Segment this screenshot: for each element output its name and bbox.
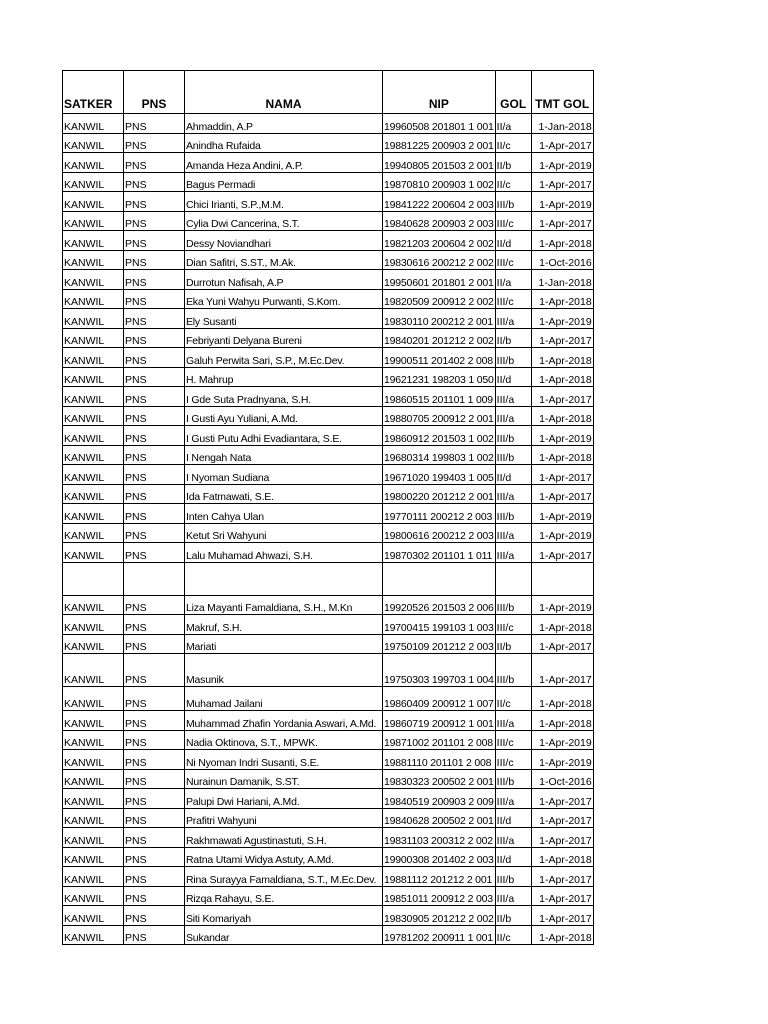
cell-satker: KANWIL	[63, 445, 124, 465]
table-row	[63, 114, 594, 134]
table-row	[63, 465, 594, 485]
cell-gol: III/b	[495, 192, 531, 212]
cell-tmt-gol: 1-Apr-2019	[531, 153, 593, 173]
cell-nama: Nurainun Damanik, S.ST.	[185, 769, 383, 789]
cell-gol: III/c	[495, 289, 531, 309]
cell-nip: 19830616 200212 2 002	[383, 250, 496, 270]
cell-pns: PNS	[124, 867, 185, 887]
cell-gol: III/a	[495, 886, 531, 906]
cell-gol: II/d	[495, 808, 531, 828]
cell-satker: KANWIL	[63, 484, 124, 504]
cell-gol: II/d	[495, 847, 531, 867]
cell-pns: PNS	[124, 634, 185, 654]
header-pns: PNS	[124, 71, 185, 114]
cell-gol: II/d	[495, 367, 531, 387]
cell-gol: III/a	[495, 484, 531, 504]
cell-satker: KANWIL	[63, 769, 124, 789]
cell-nip: 19881112 201212 2 001	[383, 867, 496, 887]
cell-satker: KANWIL	[63, 867, 124, 887]
header-gol: GOL	[495, 71, 531, 114]
cell-pns: PNS	[124, 789, 185, 809]
cell-pns: PNS	[124, 750, 185, 770]
cell-tmt-gol: 1-Apr-2017	[531, 133, 593, 153]
cell-nama: Cylia Dwi Cancerina, S.T.	[185, 211, 383, 231]
cell-tmt-gol: 1-Apr-2019	[531, 426, 593, 446]
cell-gol: II/c	[495, 133, 531, 153]
cell-satker: KANWIL	[63, 465, 124, 485]
cell-nama: Makruf, S.H.	[185, 615, 383, 635]
cell-tmt-gol: 1-Apr-2018	[531, 615, 593, 635]
cell-gol: III/b	[495, 654, 531, 687]
cell-nama: Masunik	[185, 654, 383, 687]
cell-nip: 19860409 200912 1 007	[383, 687, 496, 711]
header-row	[63, 71, 594, 114]
cell-satker: KANWIL	[63, 828, 124, 848]
table-row	[63, 886, 594, 906]
cell-tmt-gol: 1-Apr-2018	[531, 847, 593, 867]
cell-gol: II/b	[495, 153, 531, 173]
cell-tmt-gol: 1-Apr-2019	[531, 523, 593, 543]
cell-nip: 19860912 201503 1 002	[383, 426, 496, 446]
cell-nama: Chici Irianti, S.P.,M.M.	[185, 192, 383, 212]
cell-satker: KANWIL	[63, 750, 124, 770]
cell-gol: II/c	[495, 172, 531, 192]
cell-nama: Amanda Heza Andini, A.P.	[185, 153, 383, 173]
cell-tmt-gol: 1-Apr-2017	[531, 789, 593, 809]
cell-gol: II/d	[495, 465, 531, 485]
cell-nama	[185, 562, 383, 595]
cell-satker: KANWIL	[63, 523, 124, 543]
cell-tmt-gol: 1-Apr-2019	[531, 595, 593, 615]
cell-gol: III/b	[495, 595, 531, 615]
cell-satker: KANWIL	[63, 328, 124, 348]
cell-satker: KANWIL	[63, 504, 124, 524]
cell-pns: PNS	[124, 309, 185, 329]
cell-tmt-gol: 1-Apr-2018	[531, 445, 593, 465]
cell-nama: Dessy Noviandhari	[185, 231, 383, 251]
cell-pns: PNS	[124, 348, 185, 368]
cell-pns: PNS	[124, 886, 185, 906]
cell-nama: Rakhmawati Agustinastuti, S.H.	[185, 828, 383, 848]
cell-tmt-gol: 1-Apr-2018	[531, 231, 593, 251]
cell-tmt-gol: 1-Apr-2019	[531, 309, 593, 329]
cell-satker: KANWIL	[63, 426, 124, 446]
cell-gol: II/b	[495, 906, 531, 926]
cell-nama: Palupi Dwi Hariani, A.Md.	[185, 789, 383, 809]
cell-tmt-gol: 1-Oct-2016	[531, 769, 593, 789]
cell-nip: 19770111 200212 2 003	[383, 504, 496, 524]
cell-gol: III/a	[495, 523, 531, 543]
cell-nip: 19940805 201503 2 001	[383, 153, 496, 173]
cell-nip: 19820509 200912 2 002	[383, 289, 496, 309]
cell-nama: Rizqa Rahayu, S.E.	[185, 886, 383, 906]
cell-nama: Siti Komariyah	[185, 906, 383, 926]
cell-satker	[63, 562, 124, 595]
cell-tmt-gol: 1-Apr-2017	[531, 543, 593, 563]
cell-nama: I Nengah Nata	[185, 445, 383, 465]
table-row	[63, 328, 594, 348]
cell-gol: II/a	[495, 270, 531, 290]
cell-nip: 19840201 201212 2 002	[383, 328, 496, 348]
table-row	[63, 523, 594, 543]
cell-pns: PNS	[124, 445, 185, 465]
cell-nama: Bagus Permadi	[185, 172, 383, 192]
cell-tmt-gol: 1-Apr-2017	[531, 328, 593, 348]
table-row	[63, 348, 594, 368]
cell-pns	[124, 562, 185, 595]
cell-nip: 19821203 200604 2 002	[383, 231, 496, 251]
cell-nama: I Gde Suta Pradnyana, S.H.	[185, 387, 383, 407]
table-row	[63, 654, 594, 687]
cell-nip: 19621231 198203 1 050	[383, 367, 496, 387]
header-tmt-gol: TMT GOL	[531, 71, 593, 114]
cell-tmt-gol: 1-Apr-2018	[531, 348, 593, 368]
cell-satker: KANWIL	[63, 133, 124, 153]
cell-tmt-gol: 1-Apr-2017	[531, 654, 593, 687]
table-row	[63, 595, 594, 615]
cell-pns: PNS	[124, 211, 185, 231]
cell-nama: Muhamad Jailani	[185, 687, 383, 711]
table-row	[63, 250, 594, 270]
cell-nama: Durrotun Nafisah, A.P	[185, 270, 383, 290]
cell-nama: I Nyoman Sudiana	[185, 465, 383, 485]
cell-gol	[495, 562, 531, 595]
cell-satker: KANWIL	[63, 543, 124, 563]
cell-satker: KANWIL	[63, 711, 124, 731]
cell-pns: PNS	[124, 595, 185, 615]
cell-gol: II/b	[495, 328, 531, 348]
cell-nama: Rina Surayya Famaldiana, S.T., M.Ec.Dev.	[185, 867, 383, 887]
cell-satker: KANWIL	[63, 925, 124, 945]
cell-pns: PNS	[124, 484, 185, 504]
cell-gol: III/a	[495, 789, 531, 809]
cell-nama: H. Mahrup	[185, 367, 383, 387]
table-row	[63, 445, 594, 465]
cell-pns: PNS	[124, 523, 185, 543]
cell-nama: Anindha Rufaida	[185, 133, 383, 153]
cell-nip: 19831103 200312 2 002	[383, 828, 496, 848]
cell-tmt-gol: 1-Apr-2017	[531, 867, 593, 887]
cell-satker: KANWIL	[63, 153, 124, 173]
cell-satker: KANWIL	[63, 789, 124, 809]
cell-satker: KANWIL	[63, 250, 124, 270]
table-row	[63, 847, 594, 867]
cell-nip: 19830905 201212 2 002	[383, 906, 496, 926]
cell-tmt-gol: 1-Apr-2017	[531, 387, 593, 407]
cell-tmt-gol: 1-Apr-2017	[531, 808, 593, 828]
cell-nama: Sukandar	[185, 925, 383, 945]
cell-pns: PNS	[124, 769, 185, 789]
cell-tmt-gol: 1-Apr-2018	[531, 711, 593, 731]
cell-gol: III/b	[495, 348, 531, 368]
table-row	[63, 504, 594, 524]
cell-gol: II/a	[495, 114, 531, 134]
cell-gol: II/b	[495, 634, 531, 654]
cell-satker: KANWIL	[63, 348, 124, 368]
employee-table	[62, 70, 594, 945]
cell-pns: PNS	[124, 847, 185, 867]
cell-pns: PNS	[124, 426, 185, 446]
cell-pns: PNS	[124, 465, 185, 485]
cell-pns: PNS	[124, 328, 185, 348]
cell-nip: 19800616 200212 2 003	[383, 523, 496, 543]
cell-pns: PNS	[124, 808, 185, 828]
cell-pns: PNS	[124, 367, 185, 387]
cell-tmt-gol: 1-Apr-2019	[531, 750, 593, 770]
table-row	[63, 750, 594, 770]
cell-nama: Galuh Perwita Sari, S.P., M.Ec.Dev.	[185, 348, 383, 368]
cell-satker: KANWIL	[63, 270, 124, 290]
table-body	[63, 114, 594, 945]
cell-gol: III/a	[495, 711, 531, 731]
cell-gol: III/c	[495, 250, 531, 270]
cell-pns: PNS	[124, 687, 185, 711]
cell-tmt-gol: 1-Apr-2018	[531, 289, 593, 309]
table-row	[63, 231, 594, 251]
cell-pns: PNS	[124, 133, 185, 153]
cell-pns: PNS	[124, 114, 185, 134]
cell-satker: KANWIL	[63, 289, 124, 309]
cell-nip: 19840628 200903 2 003	[383, 211, 496, 231]
cell-gol: II/d	[495, 231, 531, 251]
cell-nip: 19960508 201801 1 001	[383, 114, 496, 134]
cell-pns: PNS	[124, 387, 185, 407]
cell-nip: 19841222 200604 2 003	[383, 192, 496, 212]
cell-satker: KANWIL	[63, 847, 124, 867]
table-row	[63, 270, 594, 290]
table-row	[63, 133, 594, 153]
cell-nama: I Gusti Ayu Yuliani, A.Md.	[185, 406, 383, 426]
cell-nip: 19870810 200903 1 002	[383, 172, 496, 192]
table-row	[63, 808, 594, 828]
header-nama: NAMA	[185, 71, 383, 114]
cell-tmt-gol: 1-Jan-2018	[531, 114, 593, 134]
cell-satker: KANWIL	[63, 192, 124, 212]
cell-tmt-gol: 1-Apr-2017	[531, 484, 593, 504]
cell-gol: III/a	[495, 543, 531, 563]
cell-nama: Muhammad Zhafin Yordania Aswari, A.Md.	[185, 711, 383, 731]
table-row	[63, 769, 594, 789]
cell-nip: 19671020 199403 1 005	[383, 465, 496, 485]
cell-pns: PNS	[124, 504, 185, 524]
table-row	[63, 562, 594, 595]
cell-satker: KANWIL	[63, 406, 124, 426]
cell-gol: III/b	[495, 867, 531, 887]
cell-nip: 19800220 201212 2 001	[383, 484, 496, 504]
cell-pns: PNS	[124, 192, 185, 212]
cell-nama: Ida Fatmawati, S.E.	[185, 484, 383, 504]
cell-tmt-gol: 1-Apr-2017	[531, 828, 593, 848]
table-row	[63, 711, 594, 731]
table-row	[63, 615, 594, 635]
table-row	[63, 426, 594, 446]
cell-tmt-gol: 1-Apr-2019	[531, 730, 593, 750]
cell-nip: 19700415 199103 1 003	[383, 615, 496, 635]
cell-nama: Ahmaddin, A.P	[185, 114, 383, 134]
table-row	[63, 387, 594, 407]
cell-satker: KANWIL	[63, 906, 124, 926]
header-satker: SATKER	[63, 71, 124, 114]
cell-satker: KANWIL	[63, 211, 124, 231]
table-row	[63, 153, 594, 173]
cell-gol: III/a	[495, 406, 531, 426]
cell-tmt-gol: 1-Jan-2018	[531, 270, 593, 290]
cell-pns: PNS	[124, 711, 185, 731]
cell-satker: KANWIL	[63, 172, 124, 192]
table-row	[63, 828, 594, 848]
table-row	[63, 406, 594, 426]
cell-pns: PNS	[124, 615, 185, 635]
cell-tmt-gol: 1-Apr-2017	[531, 211, 593, 231]
cell-gol: III/b	[495, 769, 531, 789]
cell-tmt-gol: 1-Apr-2018	[531, 687, 593, 711]
cell-nip: 19870302 201101 1 011	[383, 543, 496, 563]
cell-gol: III/a	[495, 828, 531, 848]
cell-satker: KANWIL	[63, 367, 124, 387]
cell-nip: 19900511 201402 2 008	[383, 348, 496, 368]
cell-nip: 19881225 200903 2 001	[383, 133, 496, 153]
cell-satker: KANWIL	[63, 730, 124, 750]
cell-pns: PNS	[124, 172, 185, 192]
cell-nama: Eka Yuni Wahyu Purwanti, S.Kom.	[185, 289, 383, 309]
cell-nip: 19781202 200911 1 001	[383, 925, 496, 945]
cell-satker: KANWIL	[63, 808, 124, 828]
cell-satker: KANWIL	[63, 886, 124, 906]
table-row	[63, 289, 594, 309]
cell-nip: 19860719 200912 1 001	[383, 711, 496, 731]
cell-nama: I Gusti Putu Adhi Evadiantara, S.E.	[185, 426, 383, 446]
table-row	[63, 634, 594, 654]
cell-gol: III/a	[495, 309, 531, 329]
cell-nip: 19851011 200912 2 003	[383, 886, 496, 906]
cell-pns: PNS	[124, 231, 185, 251]
cell-gol: II/c	[495, 925, 531, 945]
cell-nip: 19750303 199703 1 004	[383, 654, 496, 687]
cell-nama: Febriyanti Delyana Bureni	[185, 328, 383, 348]
cell-gol: III/c	[495, 750, 531, 770]
cell-nama: Inten Cahya Ulan	[185, 504, 383, 524]
cell-satker: KANWIL	[63, 309, 124, 329]
cell-nama: Ketut Sri Wahyuni	[185, 523, 383, 543]
cell-nama: Prafitri Wahyuni	[185, 808, 383, 828]
cell-gol: III/c	[495, 730, 531, 750]
cell-satker: KANWIL	[63, 387, 124, 407]
cell-nama: Ratna Utami Widya Astuty, A.Md.	[185, 847, 383, 867]
table-row	[63, 543, 594, 563]
cell-nama: Mariati	[185, 634, 383, 654]
table-row	[63, 172, 594, 192]
cell-pns: PNS	[124, 289, 185, 309]
cell-tmt-gol: 1-Apr-2017	[531, 172, 593, 192]
cell-nama: Liza Mayanti Famaldiana, S.H., M.Kn	[185, 595, 383, 615]
cell-pns: PNS	[124, 730, 185, 750]
cell-nip: 19950601 201801 2 001	[383, 270, 496, 290]
cell-pns: PNS	[124, 153, 185, 173]
cell-gol: III/a	[495, 387, 531, 407]
cell-pns: PNS	[124, 270, 185, 290]
cell-nama: Dian Safitri, S.ST., M.Ak.	[185, 250, 383, 270]
cell-tmt-gol: 1-Apr-2019	[531, 192, 593, 212]
cell-pns: PNS	[124, 654, 185, 687]
cell-nama: Ni Nyoman Indri Susanti, S.E.	[185, 750, 383, 770]
table-row	[63, 925, 594, 945]
table-row	[63, 484, 594, 504]
table-row	[63, 309, 594, 329]
cell-nip: 19680314 199803 1 002	[383, 445, 496, 465]
cell-nip: 19920526 201503 2 006	[383, 595, 496, 615]
cell-satker: KANWIL	[63, 231, 124, 251]
cell-gol: II/c	[495, 687, 531, 711]
cell-nama: Nadia Oktinova, S.T., MPWK.	[185, 730, 383, 750]
cell-gol: III/b	[495, 426, 531, 446]
cell-nip: 19871002 201101 2 008	[383, 730, 496, 750]
table-row	[63, 730, 594, 750]
cell-satker: KANWIL	[63, 687, 124, 711]
table-row	[63, 211, 594, 231]
cell-tmt-gol: 1-Oct-2016	[531, 250, 593, 270]
cell-nama: Ely Susanti	[185, 309, 383, 329]
cell-pns: PNS	[124, 543, 185, 563]
cell-nip: 19830110 200212 2 001	[383, 309, 496, 329]
cell-tmt-gol: 1-Apr-2019	[531, 504, 593, 524]
table-row	[63, 367, 594, 387]
cell-pns: PNS	[124, 925, 185, 945]
table-row	[63, 906, 594, 926]
cell-satker: KANWIL	[63, 634, 124, 654]
cell-tmt-gol: 1-Apr-2017	[531, 465, 593, 485]
cell-satker: KANWIL	[63, 595, 124, 615]
cell-gol: III/b	[495, 504, 531, 524]
cell-nip: 19840628 200502 2 001	[383, 808, 496, 828]
cell-tmt-gol: 1-Apr-2017	[531, 906, 593, 926]
table-row	[63, 867, 594, 887]
cell-nip: 19900308 201402 2 003	[383, 847, 496, 867]
cell-pns: PNS	[124, 906, 185, 926]
cell-nip: 19750109 201212 2 003	[383, 634, 496, 654]
table-row	[63, 789, 594, 809]
cell-tmt-gol	[531, 562, 593, 595]
table-row	[63, 687, 594, 711]
header-nip: NIP	[383, 71, 496, 114]
cell-nip: 19830323 200502 2 001	[383, 769, 496, 789]
cell-satker: KANWIL	[63, 615, 124, 635]
cell-pns: PNS	[124, 406, 185, 426]
cell-tmt-gol: 1-Apr-2018	[531, 925, 593, 945]
cell-tmt-gol: 1-Apr-2017	[531, 634, 593, 654]
cell-nip: 19860515 201101 1 009	[383, 387, 496, 407]
cell-gol: III/c	[495, 211, 531, 231]
cell-pns: PNS	[124, 250, 185, 270]
cell-nip: 19840519 200903 2 009	[383, 789, 496, 809]
cell-tmt-gol: 1-Apr-2017	[531, 886, 593, 906]
cell-tmt-gol: 1-Apr-2018	[531, 367, 593, 387]
cell-nip	[383, 562, 496, 595]
cell-nip: 19880705 200912 2 001	[383, 406, 496, 426]
cell-nip: 19881110 201101 2 008	[383, 750, 496, 770]
cell-gol: III/b	[495, 445, 531, 465]
cell-tmt-gol: 1-Apr-2018	[531, 406, 593, 426]
cell-satker: KANWIL	[63, 114, 124, 134]
table-row	[63, 192, 594, 212]
cell-satker: KANWIL	[63, 654, 124, 687]
cell-gol: III/c	[495, 615, 531, 635]
cell-pns: PNS	[124, 828, 185, 848]
cell-nama: Lalu Muhamad Ahwazi, S.H.	[185, 543, 383, 563]
